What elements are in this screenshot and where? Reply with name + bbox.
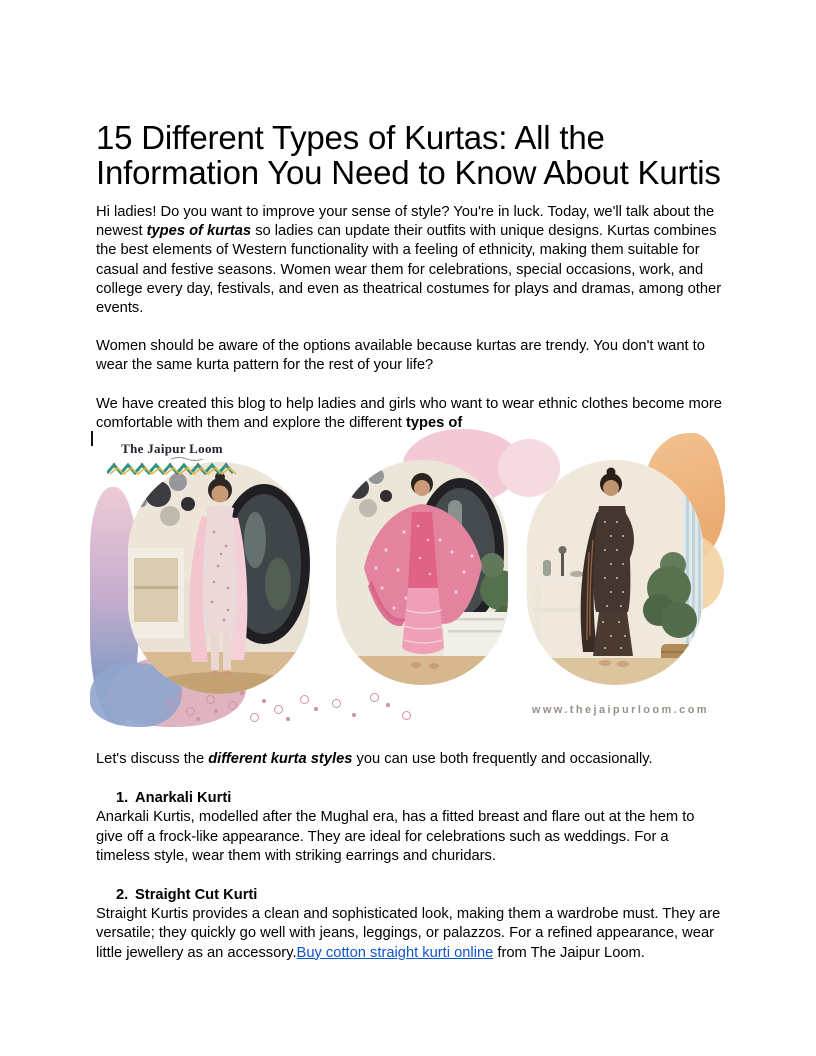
section-heading-straight-cut xyxy=(96,886,723,905)
photo-floral-pink-kurta xyxy=(128,462,310,694)
kurta-collage-image xyxy=(96,435,723,728)
section-body-anarkali xyxy=(96,808,723,866)
text-run: from The Jaipur Loom. xyxy=(493,944,645,961)
list-number: 2. xyxy=(116,887,129,904)
inline-link[interactable]: Buy cotton straight kurti online xyxy=(296,944,494,961)
brand-name: The Jaipur Loom xyxy=(121,441,223,457)
text-cursor xyxy=(91,431,93,446)
text-run: so ladies can update their outfits with unique designs. Kurtas combines the best elements of Western functionality with a feeling of ethnicity, making them suitable for casual and festive seasons. Women wear them for celebrations, special occasions, work, and college every day, festivals, and even as theatrical costumes for plays and dramas, among other events. xyxy=(96,223,722,317)
section-heading-text: Straight Cut Kurti xyxy=(135,887,258,904)
photo-dark-printed-kurta xyxy=(527,460,703,685)
text-run: Anarkali Kurtis, modelled after the Mughal era, has a fitted breast and flare out at the hem to give off a frock-like appearance. They are ideal for celebrations such as weddings. For a timeless style, wear them with striking earrings and churidars. xyxy=(96,809,695,864)
section-body-straight-cut xyxy=(96,905,723,963)
section-heading-anarkali xyxy=(96,789,723,808)
brand-zigzag-border xyxy=(107,462,237,475)
intro-paragraph-1 xyxy=(96,203,723,318)
intro-paragraph-3 xyxy=(96,395,723,433)
text-run: Hi ladies! Do you want to improve your sense of style? You're in luck. Today, we'll talk about the newest xyxy=(96,204,715,240)
section-heading-text: Anarkali Kurti xyxy=(135,790,232,807)
text-run: Let's discuss the xyxy=(96,751,209,768)
text-run: different kurta styles xyxy=(208,751,353,768)
text-run: types of kurtas xyxy=(146,223,252,240)
brand-logo xyxy=(106,441,238,480)
text-run: Straight Kurtis provides a clean and sophisticated look, making them a wardrobe must. They are versatile; they quickly go well with jeans, leggings, or palazzos. For a refined appearance, wear little jewellery as an accessory. xyxy=(96,906,721,961)
article-title: 15 Different Types of Kurtas: All the Information You Need to Know About Kurtis xyxy=(96,119,721,191)
discuss-line xyxy=(96,750,723,769)
text-run: We have created this blog to help ladies and girls who want to wear ethnic clothes become more comfortable with them and explore the different xyxy=(96,395,722,431)
text-run: you can use both frequently and occasionally. xyxy=(352,751,653,768)
photo-pink-dupatta-kurta xyxy=(336,460,508,685)
text-run: Women should be aware of the options available because kurtas are trendy. You don't want to wear the same kurta pattern for the rest of your life? xyxy=(96,338,705,374)
text-run: types of xyxy=(405,414,463,431)
intro-paragraph-2 xyxy=(96,337,723,375)
website-url: www.thejaipurloom.com xyxy=(531,704,709,717)
pink-dots-pattern xyxy=(162,687,428,727)
list-number: 1. xyxy=(116,790,129,807)
